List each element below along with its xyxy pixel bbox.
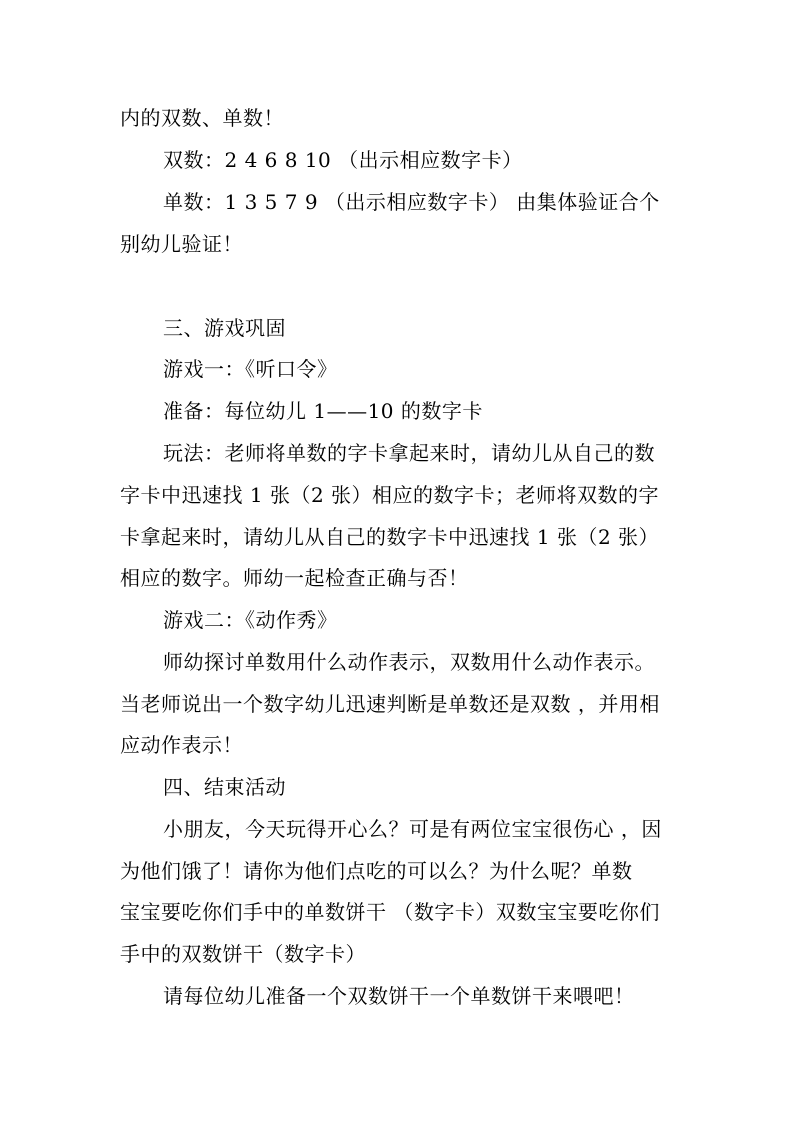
text-line: 字卡中迅速找 1 张（2 张）相应的数字卡；老师将双数的字 — [120, 483, 660, 507]
text-line: 游戏二：《动作秀》 — [163, 608, 338, 632]
text-line: 玩法：老师将单数的字卡拿起来时，请幼儿从自己的数 — [163, 441, 655, 465]
text-line: 游戏一：《听口令》 — [163, 357, 338, 381]
text-line: 为他们饿了！请你为他们点吃的可以么？为什么呢？单数 — [120, 859, 633, 883]
text-line: 单数：1 3 5 7 9 （出示相应数字卡） 由集体验证合个 — [163, 190, 660, 214]
text-line: 内的双数、单数！ — [120, 106, 284, 130]
text-line: 师幼探讨单数用什么动作表示，双数用什么动作表示。 — [163, 650, 655, 674]
text-line: 小朋友，今天玩得开心么？可是有两位宝宝很伤心 ，因 — [163, 817, 662, 841]
text-line: 卡拿起来时，请幼儿从自己的数字卡中迅速找 1 张（2 张） — [120, 525, 660, 549]
text-line: 请每位幼儿准备一个双数饼干一个单数饼干来喂吧！ — [163, 984, 635, 1008]
text-line: 相应的数字。师幼一起检查正确与否！ — [120, 566, 469, 590]
text-line: 宝宝要吃你们手中的单数饼干 （数字卡）双数宝宝要吃你们 — [120, 900, 660, 924]
section-heading: 三、游戏巩固 — [163, 316, 286, 340]
text-line: 双数：2 4 6 8 10 （出示相应数字卡） — [163, 148, 523, 172]
section-heading: 四、结束活动 — [163, 775, 286, 799]
text-line: 手中的双数饼干（数字卡） — [120, 942, 366, 966]
text-line: 准备：每位幼儿 1——10 的数字卡 — [163, 399, 483, 423]
text-line: 当老师说出一个数字幼儿迅速判断是单数还是双数 ，并用相 — [120, 692, 660, 716]
text-line: 应动作表示！ — [120, 733, 243, 757]
text-line: 别幼儿验证！ — [120, 232, 243, 256]
